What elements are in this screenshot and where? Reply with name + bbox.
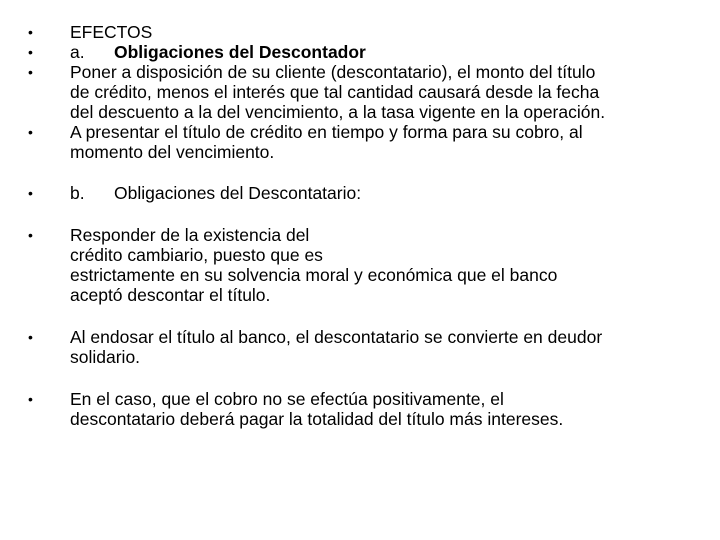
list-item-efectos — [28, 22, 698, 42]
bullet-icon: • — [28, 185, 33, 201]
item-text: A presentar el título de crédito en tiempo y forma para su cobro, al momento del vencimiento. — [70, 122, 583, 162]
list-item-cobro-no-efectua — [28, 389, 698, 429]
item-prefix: a. — [70, 42, 85, 62]
bullet-icon: • — [28, 329, 33, 345]
bullet-icon: • — [28, 64, 33, 80]
bullet-icon: • — [28, 44, 33, 60]
bullet-icon: • — [28, 124, 33, 140]
list-item-obligaciones-descontatario — [28, 183, 698, 203]
item-text: En el caso, que el cobro no se efectúa positivamente, el descontatario deberá pagar la totalidad del título más intereses. — [70, 389, 564, 429]
list-item-responder-existencia — [28, 225, 698, 305]
bullet-list — [28, 22, 698, 429]
item-prefix: b. — [70, 183, 85, 203]
item-text: Responder de la existencia del crédito cambiario, puesto que es estrictamente en su solvencia moral y económica que el banco aceptó descontar el título. — [70, 225, 558, 305]
section-heading: Obligaciones del Descontatario: — [114, 183, 362, 203]
list-item-obligaciones-descontador — [28, 42, 698, 62]
bullet-icon: • — [28, 391, 33, 407]
item-text: Al endosar el título al banco, el descontatario se convierte en deudor solidario. — [70, 327, 603, 367]
section-heading: Obligaciones del Descontador — [114, 42, 366, 62]
item-text: Poner a disposición de su cliente (descontatario), el monto del título de crédito, menos el interés que tal cantidad causará desde la fecha del descuento a la del vencimiento, a la tasa vigente en la operación. — [70, 62, 606, 122]
list-item-presentar-titulo — [28, 122, 698, 162]
item-text: EFECTOS — [70, 22, 153, 42]
bullet-icon: • — [28, 227, 33, 243]
bullet-icon: • — [28, 24, 33, 40]
list-item-poner-disposicion — [28, 62, 698, 122]
list-item-endosar-titulo — [28, 327, 698, 367]
